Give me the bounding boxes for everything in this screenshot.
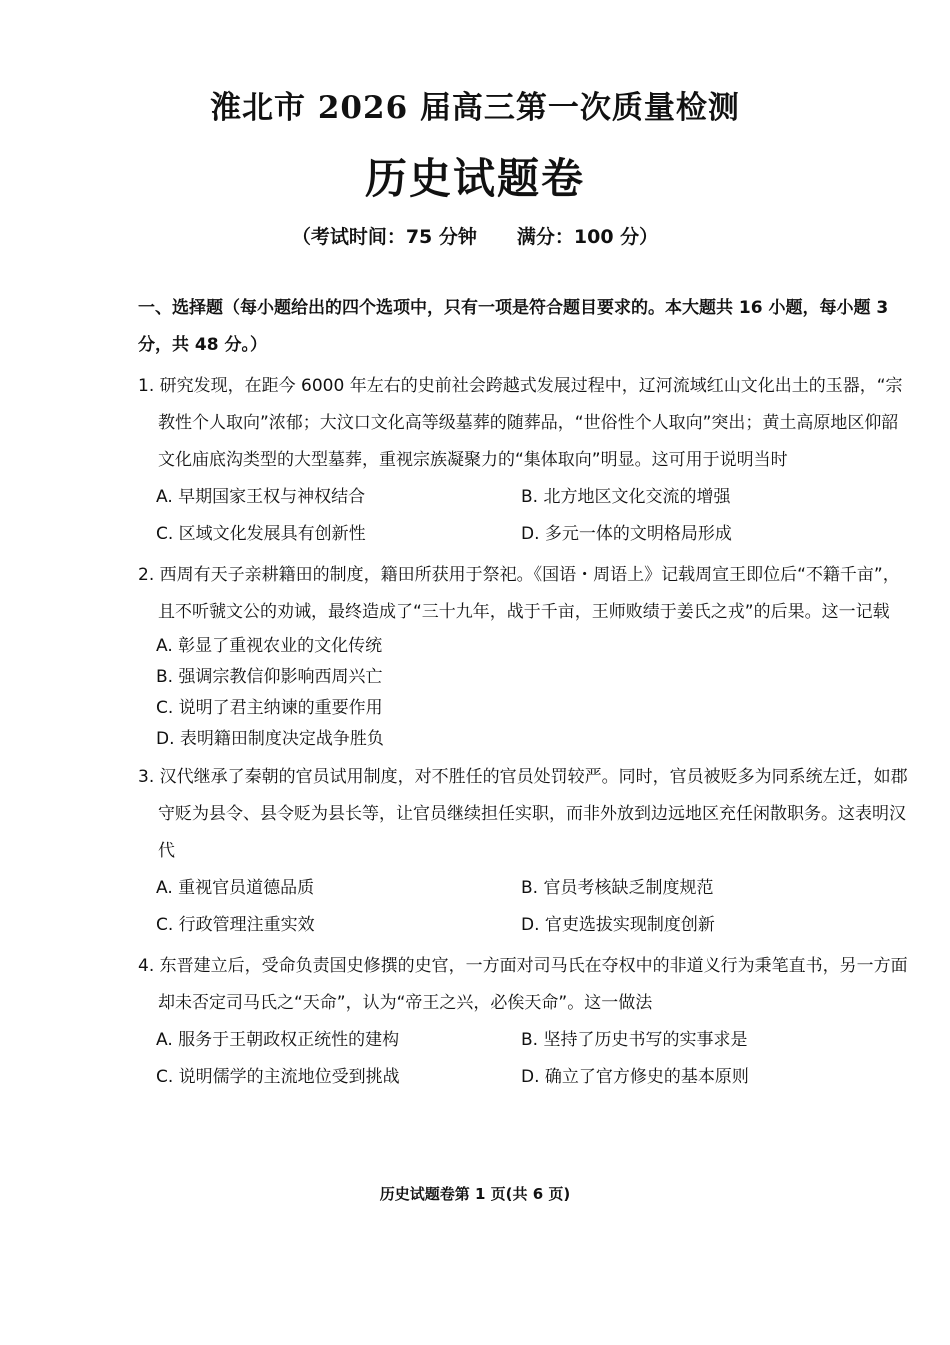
question-stem: 1. 研究发现，在距今 6000 年左右的史前社会跨越式发展过程中，辽河流域红山文化出土的玉器，“宗教性个人取向”浓郁；大汶口文化高等级墓葬的随葬品，“世俗性个人取向”突出；黄土高原地区仰韶文化庙底沟类型的大型墓葬，重视宗族凝聚力的“集体取向”明显。这可用于说明当时	[138, 376, 903, 470]
option-c: C. 说明了君主纳谏的重要作用	[156, 698, 383, 718]
option-d: D. 表明籍田制度决定战争胜负	[156, 729, 384, 749]
option-c: C. 行政管理注重实效	[156, 915, 315, 935]
page-footer: 历史试题卷第 1 页(共 6 页)	[379, 1185, 571, 1203]
question-stem: 4. 东晋建立后，受命负责国史修撰的史官，一方面对司马氏在夺权中的非道义行为秉笔直书，另一方面却未否定司马氏之“天命”，认为“帝王之兴，必俟天命”。这一做法	[138, 956, 908, 1013]
section-heading: 一、选择题（每小题给出的四个选项中，只有一项是符合题目要求的。本大题共 16 小题，每小题 3 分，共 48 分。）	[138, 298, 889, 355]
option-b: B. 坚持了历史书写的实事求是	[521, 1030, 748, 1050]
question-stem: 3. 汉代继承了秦朝的官员试用制度，对不胜任的官员处罚较严。同时，官员被贬多为同系统左迁，如郡守贬为县令、县令贬为县长等，让官员继续担任实职，而非外放到边远地区充任闲散职务。这表明汉代	[138, 767, 908, 861]
exam-time: （考试时间：75 分钟	[291, 226, 477, 248]
question-1	[138, 368, 908, 553]
question-3	[138, 759, 908, 944]
question-2	[138, 557, 908, 755]
subject-title: 历史试题卷	[364, 154, 585, 203]
option-b: B. 强调宗教信仰影响西周兴亡	[156, 667, 383, 687]
option-b: B. 官员考核缺乏制度规范	[521, 878, 714, 898]
question-stem: 2. 西周有天子亲耕籍田的制度，籍田所获用于祭祀。《国语・周语上》记载周宣王即位后“不籍千亩”，且不听虢文公的劝诫，最终造成了“三十九年，战于千亩，王师败绩于姜氏之戎”的后果。这一记载	[138, 565, 900, 622]
option-a: A. 早期国家王权与神权结合	[156, 487, 366, 507]
option-a: A. 服务于王朝政权正统性的建构	[156, 1030, 400, 1050]
exam-title: 淮北市 2026 届高三第一次质量检测	[210, 90, 740, 126]
option-d: D. 多元一体的文明格局形成	[521, 524, 732, 544]
option-list	[156, 1022, 908, 1096]
option-list	[156, 870, 908, 944]
option-d: D. 官吏选拔实现制度创新	[521, 915, 715, 935]
option-list	[156, 631, 908, 755]
option-c: C. 说明儒学的主流地位受到挑战	[156, 1067, 400, 1087]
full-score: 满分：100 分）	[516, 226, 659, 248]
exam-info	[0, 222, 950, 249]
option-list	[156, 479, 908, 553]
option-a: A. 彰显了重视农业的文化传统	[156, 636, 383, 656]
question-section	[138, 290, 908, 1100]
option-b: B. 北方地区文化交流的增强	[521, 487, 731, 507]
option-d: D. 确立了官方修史的基本原则	[521, 1067, 749, 1087]
option-a: A. 重视官员道德品质	[156, 878, 315, 898]
question-4	[138, 948, 908, 1096]
option-c: C. 区域文化发展具有创新性	[156, 524, 366, 544]
